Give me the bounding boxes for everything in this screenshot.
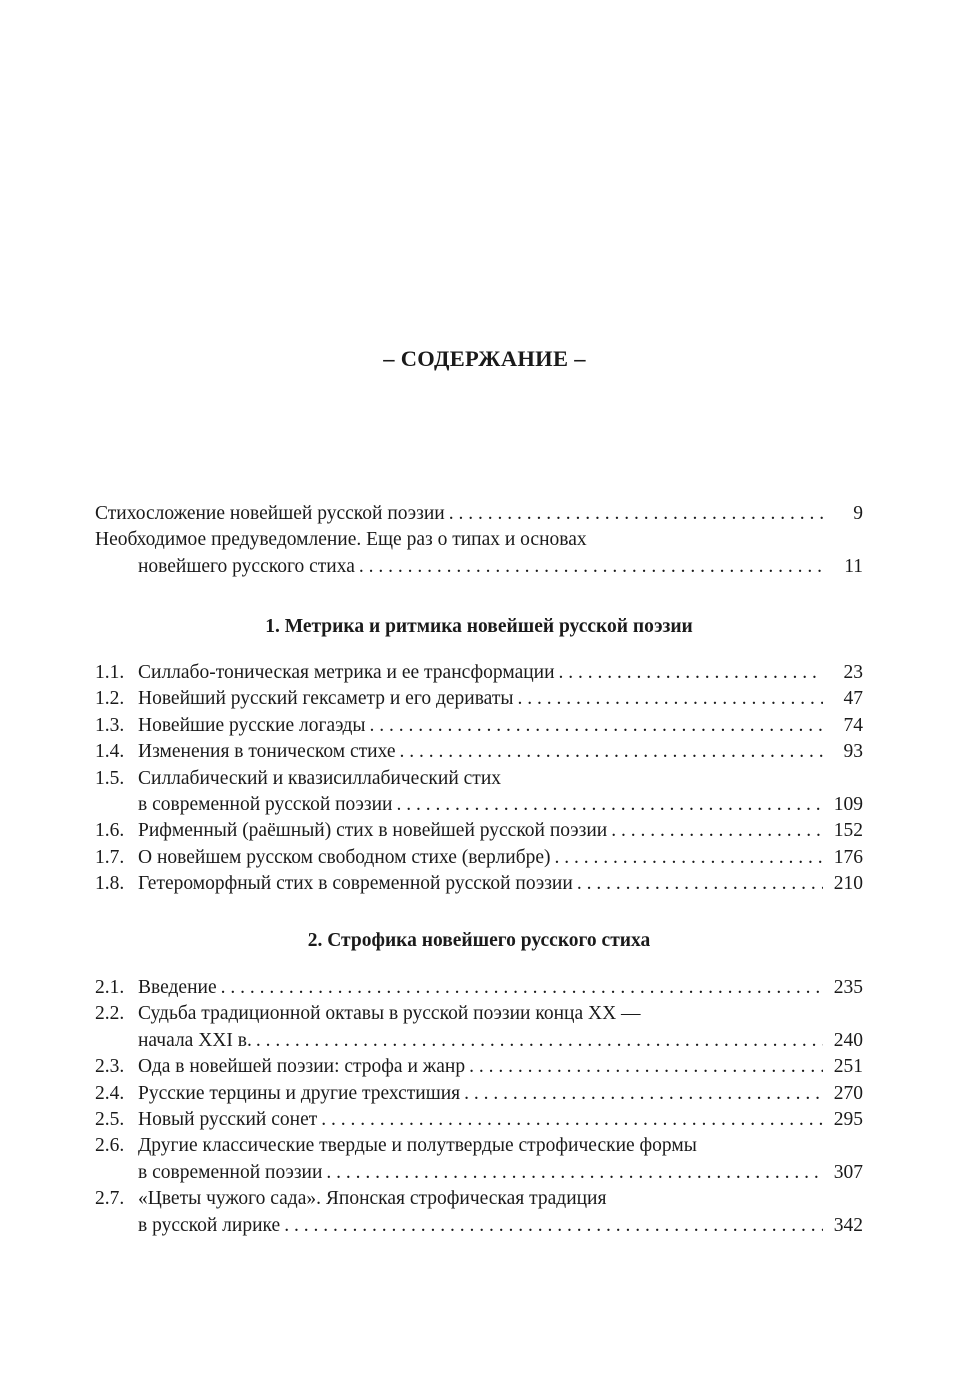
- toc-entry[interactable]: [95, 660, 863, 686]
- dot-leader: [559, 660, 823, 686]
- toc-page-number: 295: [833, 1109, 863, 1131]
- toc-entry-title: Силлабо-тоническая метрика и ее трансформации: [138, 662, 555, 683]
- toc-entry-number: 1.7.: [95, 846, 125, 868]
- dot-leader: [397, 792, 824, 818]
- toc-entry-number: 2.6.: [95, 1135, 125, 1157]
- toc-entry[interactable]: [95, 1081, 863, 1107]
- toc-entry-title-continued: начала XXI в.: [138, 1029, 252, 1051]
- dot-leader: [577, 871, 823, 897]
- toc-entry-title: Введение: [138, 977, 217, 998]
- toc-entry-title-continued: в современной русской поэзии: [138, 794, 393, 816]
- dot-leader: [555, 845, 823, 871]
- toc-entry[interactable]: [95, 686, 863, 712]
- toc-page-number: 176: [833, 846, 863, 868]
- toc-entry-number: 2.5.: [95, 1109, 125, 1131]
- dot-leader: [326, 1160, 823, 1186]
- dot-leader: [221, 975, 823, 1001]
- toc-page-number: 23: [843, 662, 863, 683]
- toc-entry[interactable]: [95, 739, 863, 765]
- toc-entry-number: 2.3.: [95, 1056, 125, 1078]
- toc-entry-title: Ода в новейшей поэзии: строфа и жанр: [138, 1056, 466, 1078]
- dot-leader: [400, 739, 824, 765]
- toc-entry-number: 2.1.: [95, 977, 125, 998]
- toc-entry-title: Новейший русский гексаметр и его дериваты: [138, 688, 514, 710]
- toc-page-number: 152: [833, 820, 863, 842]
- toc-page-number: 9: [853, 503, 863, 524]
- toc-entry-number: 2.2.: [95, 1003, 125, 1025]
- toc-page-number: 93: [843, 741, 863, 763]
- toc-entry[interactable]: [95, 975, 863, 1001]
- toc-entry-number: 1.2.: [95, 688, 125, 710]
- toc-entry[interactable]: [95, 1186, 863, 1239]
- toc-entry-number: 1.3.: [95, 714, 125, 736]
- toc-entry[interactable]: [95, 501, 863, 527]
- toc-entry[interactable]: [95, 713, 863, 739]
- toc-entry-number: 1.4.: [95, 741, 125, 763]
- toc-entry-title-continued: новейшего русского стиха: [138, 555, 355, 577]
- dot-leader: [284, 1213, 823, 1239]
- toc-page-number: 74: [843, 714, 863, 736]
- toc-entry-title: Новейшие русские логаэды: [138, 714, 366, 736]
- toc-entry-title: Новый русский сонет: [138, 1109, 318, 1131]
- toc-entry-number: 2.4.: [95, 1082, 125, 1104]
- toc-entry[interactable]: [95, 527, 863, 580]
- toc-entry[interactable]: [95, 766, 863, 819]
- toc-entry-title: Стихосложение новейшей русской поэзии: [95, 503, 445, 524]
- toc-entry-number: 1.1.: [95, 662, 125, 683]
- toc-entry-title: Русские терцины и другие трехстишия: [138, 1082, 461, 1104]
- toc-entry-number: 1.6.: [95, 820, 125, 842]
- page-title: – СОДЕРЖАНИЕ –: [383, 346, 586, 371]
- toc-page-number: 251: [833, 1056, 863, 1078]
- section-heading-2: 2. Строфика новейшего русского стиха: [307, 930, 651, 951]
- toc-page-number: 307: [833, 1161, 863, 1183]
- toc-entry-number: 1.5.: [95, 767, 125, 789]
- toc-entry-title: Силлабический и квазисиллабический стих: [138, 767, 502, 789]
- toc-entry-title: Изменения в тоническом стихе: [138, 741, 396, 763]
- toc-entry-number: 2.7.: [95, 1188, 125, 1210]
- dot-leader: [359, 554, 823, 580]
- section-heading-1: 1. Метрика и ритмика новейшей русской поэзии: [265, 616, 693, 637]
- toc-entry-title: Судьба традиционной октавы в русской поэзии конца XX —: [138, 1003, 641, 1025]
- toc-page-number: 235: [833, 977, 863, 998]
- toc-entry-title: Другие классические твердые и полутвердые строфические формы: [138, 1135, 697, 1157]
- toc-entry[interactable]: [95, 871, 863, 897]
- toc-entry-title: «Цветы чужого сада». Японская строфическая традиция: [138, 1188, 607, 1210]
- dot-leader: [370, 713, 823, 739]
- dot-leader: [321, 1107, 823, 1133]
- toc-entry[interactable]: [95, 1001, 863, 1054]
- dot-leader: [464, 1081, 823, 1107]
- toc-entry[interactable]: [95, 1054, 863, 1080]
- toc-entry-title: Гетероморфный стих в современной русской поэзии: [138, 873, 573, 895]
- dot-leader: [469, 1054, 823, 1080]
- toc-entry-title: О новейшем русском свободном стихе (верлибре): [138, 846, 551, 868]
- dot-leader: [517, 686, 823, 712]
- dot-leader: [449, 501, 823, 527]
- toc-entry-title-continued: в русской лирике: [138, 1214, 281, 1236]
- toc-page-number: 270: [833, 1082, 863, 1104]
- toc-page-number: 109: [833, 794, 863, 816]
- toc-entry-title: Рифменный (раёшный) стих в новейшей русской поэзии: [138, 820, 608, 842]
- toc-entry[interactable]: [95, 1107, 863, 1133]
- toc-entry-title: Необходимое предуведомление. Еще раз о типах и основах: [95, 529, 587, 551]
- toc-intro: [95, 501, 863, 580]
- toc-page-number: 11: [844, 555, 863, 577]
- toc-entry-number: 1.8.: [95, 873, 125, 895]
- toc-entry[interactable]: [95, 1133, 863, 1186]
- toc-page-number: 240: [833, 1029, 863, 1051]
- toc-entry[interactable]: [95, 818, 863, 844]
- dot-leader: [611, 818, 823, 844]
- toc-section-1: [95, 660, 863, 898]
- toc-page-number: 342: [833, 1214, 863, 1236]
- dot-leader: [256, 1028, 823, 1054]
- toc-page-number: 210: [833, 873, 863, 895]
- toc-page-number: 47: [843, 688, 863, 710]
- toc-section-2: [95, 975, 863, 1239]
- toc-entry[interactable]: [95, 845, 863, 871]
- toc-entry-title-continued: в современной поэзии: [138, 1161, 323, 1183]
